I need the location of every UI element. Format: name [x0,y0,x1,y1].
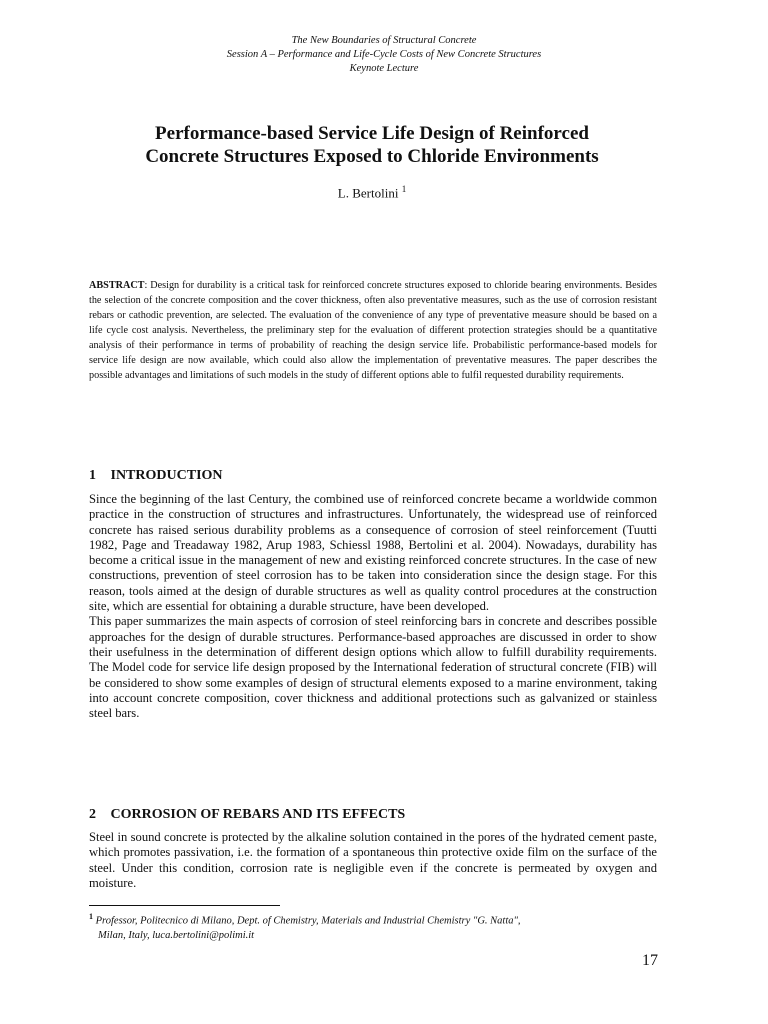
section-body-introduction [89,492,657,721]
section-title: INTRODUCTION [110,468,223,483]
running-header [0,34,768,76]
author-footnote-mark: 1 [401,184,407,194]
abstract-label: ABSTRACT [89,280,145,291]
footnote-rule [89,905,280,906]
section-title: CORROSION OF REBARS AND ITS EFFECTS [110,807,406,822]
paragraph: Since the beginning of the last Century, the combined use of reinforced concrete became a worldwide common practice in the construction of structures and infrastructures. Unfortunately, the widespread use of reinforced concrete has raised serious durability problems as a consequence of corrosion of steel reinforcement (Tuutti 1982, Page and Treadaway 1982, Arup 1983, Schiessl 1988, Bertolini et al. 2004). Nowadays, durability has become a critical issue in the management of new and existing reinforced concrete structures. In the case of new constructions, prevention of steel corrosion has to be taken into consideration since the design stage. For this reason, tools aimed at the design of durable structures as well as quality control procedures at the construction site, which are essential for obtaining a durable structure, have been developed. [89,492,657,614]
footnote-mark: 1 [89,912,93,921]
footnote-text: Professor, Politecnico di Milano, Dept. of Chemistry, Materials and Industrial Chemistry "G. Natta", [93,915,521,927]
title-line-1: Performance-based Service Life Design of Reinforced [155,123,589,144]
paper-title [0,122,744,168]
abstract-text: : Design for durability is a critical task for reinforced concrete structures exposed to chloride bearing environments. Besides the selection of the concrete composition and the cover thickness, often also preventative measures, such as the use of corrosion resistant rebars or cathodic prevention, are selected. The evaluation of the convenience of any type of preventative measure should be based on a life cycle cost analysis. Nevertheless, the preliminary step for the evaluation of different protection strategies should be a quantitative analysis of their performance in terms of probability of reaching the design service life. Probabilistic performance-based models for service life design are now available, which could also allow the implementation of preventative measures. The paper describes the possible advantages and limitations of such models in the study of different options able to fulfil requested durability requirements. [89,280,657,381]
page-number: 17 [642,952,658,969]
header-line-1: The New Boundaries of Structural Concrete [291,35,477,46]
author-name: L. Bertolini [337,185,399,201]
header-line-3: Keynote Lecture [349,63,419,74]
title-line-2: Concrete Structures Exposed to Chloride Environments [145,146,599,167]
footnote-line-2: Milan, Italy, luca.bertolini@polimi.it [98,929,255,941]
section-heading-introduction [89,468,657,484]
paragraph: Steel in sound concrete is protected by the alkaline solution contained in the pores of the hydrated cement paste, which promotes passivation, i.e. the formation of a spontaneous thin protective oxide film on the surface of the steel. Under this condition, corrosion rate is negligible even if the concrete is permeated by oxygen and moisture. [89,830,657,890]
abstract [89,278,657,383]
paragraph: This paper summarizes the main aspects of corrosion of steel reinforcing bars in concrete and describes possible approaches for the design of durable structures. Performance-based approaches are discussed in order to show their usefulness in the determination of different design options which allow to fulfill durability requirements. The Model code for service life design proposed by the International federation of structural concrete (FIB) will be considered to show some examples of design of structural elements exposed to a marine environment, taking into account concrete composition, cover thickness and additional protections such as galvanized or stainless steel bars. [89,614,657,721]
footnote [89,910,657,943]
footnote-line-1 [89,910,657,929]
section-heading-corrosion [89,807,657,823]
section-number: 1 [89,468,96,483]
author [0,184,744,201]
section-body-corrosion [89,830,657,891]
section-number: 2 [89,807,96,822]
header-line-2: Session A – Performance and Life-Cycle Costs of New Concrete Structures [226,49,542,60]
